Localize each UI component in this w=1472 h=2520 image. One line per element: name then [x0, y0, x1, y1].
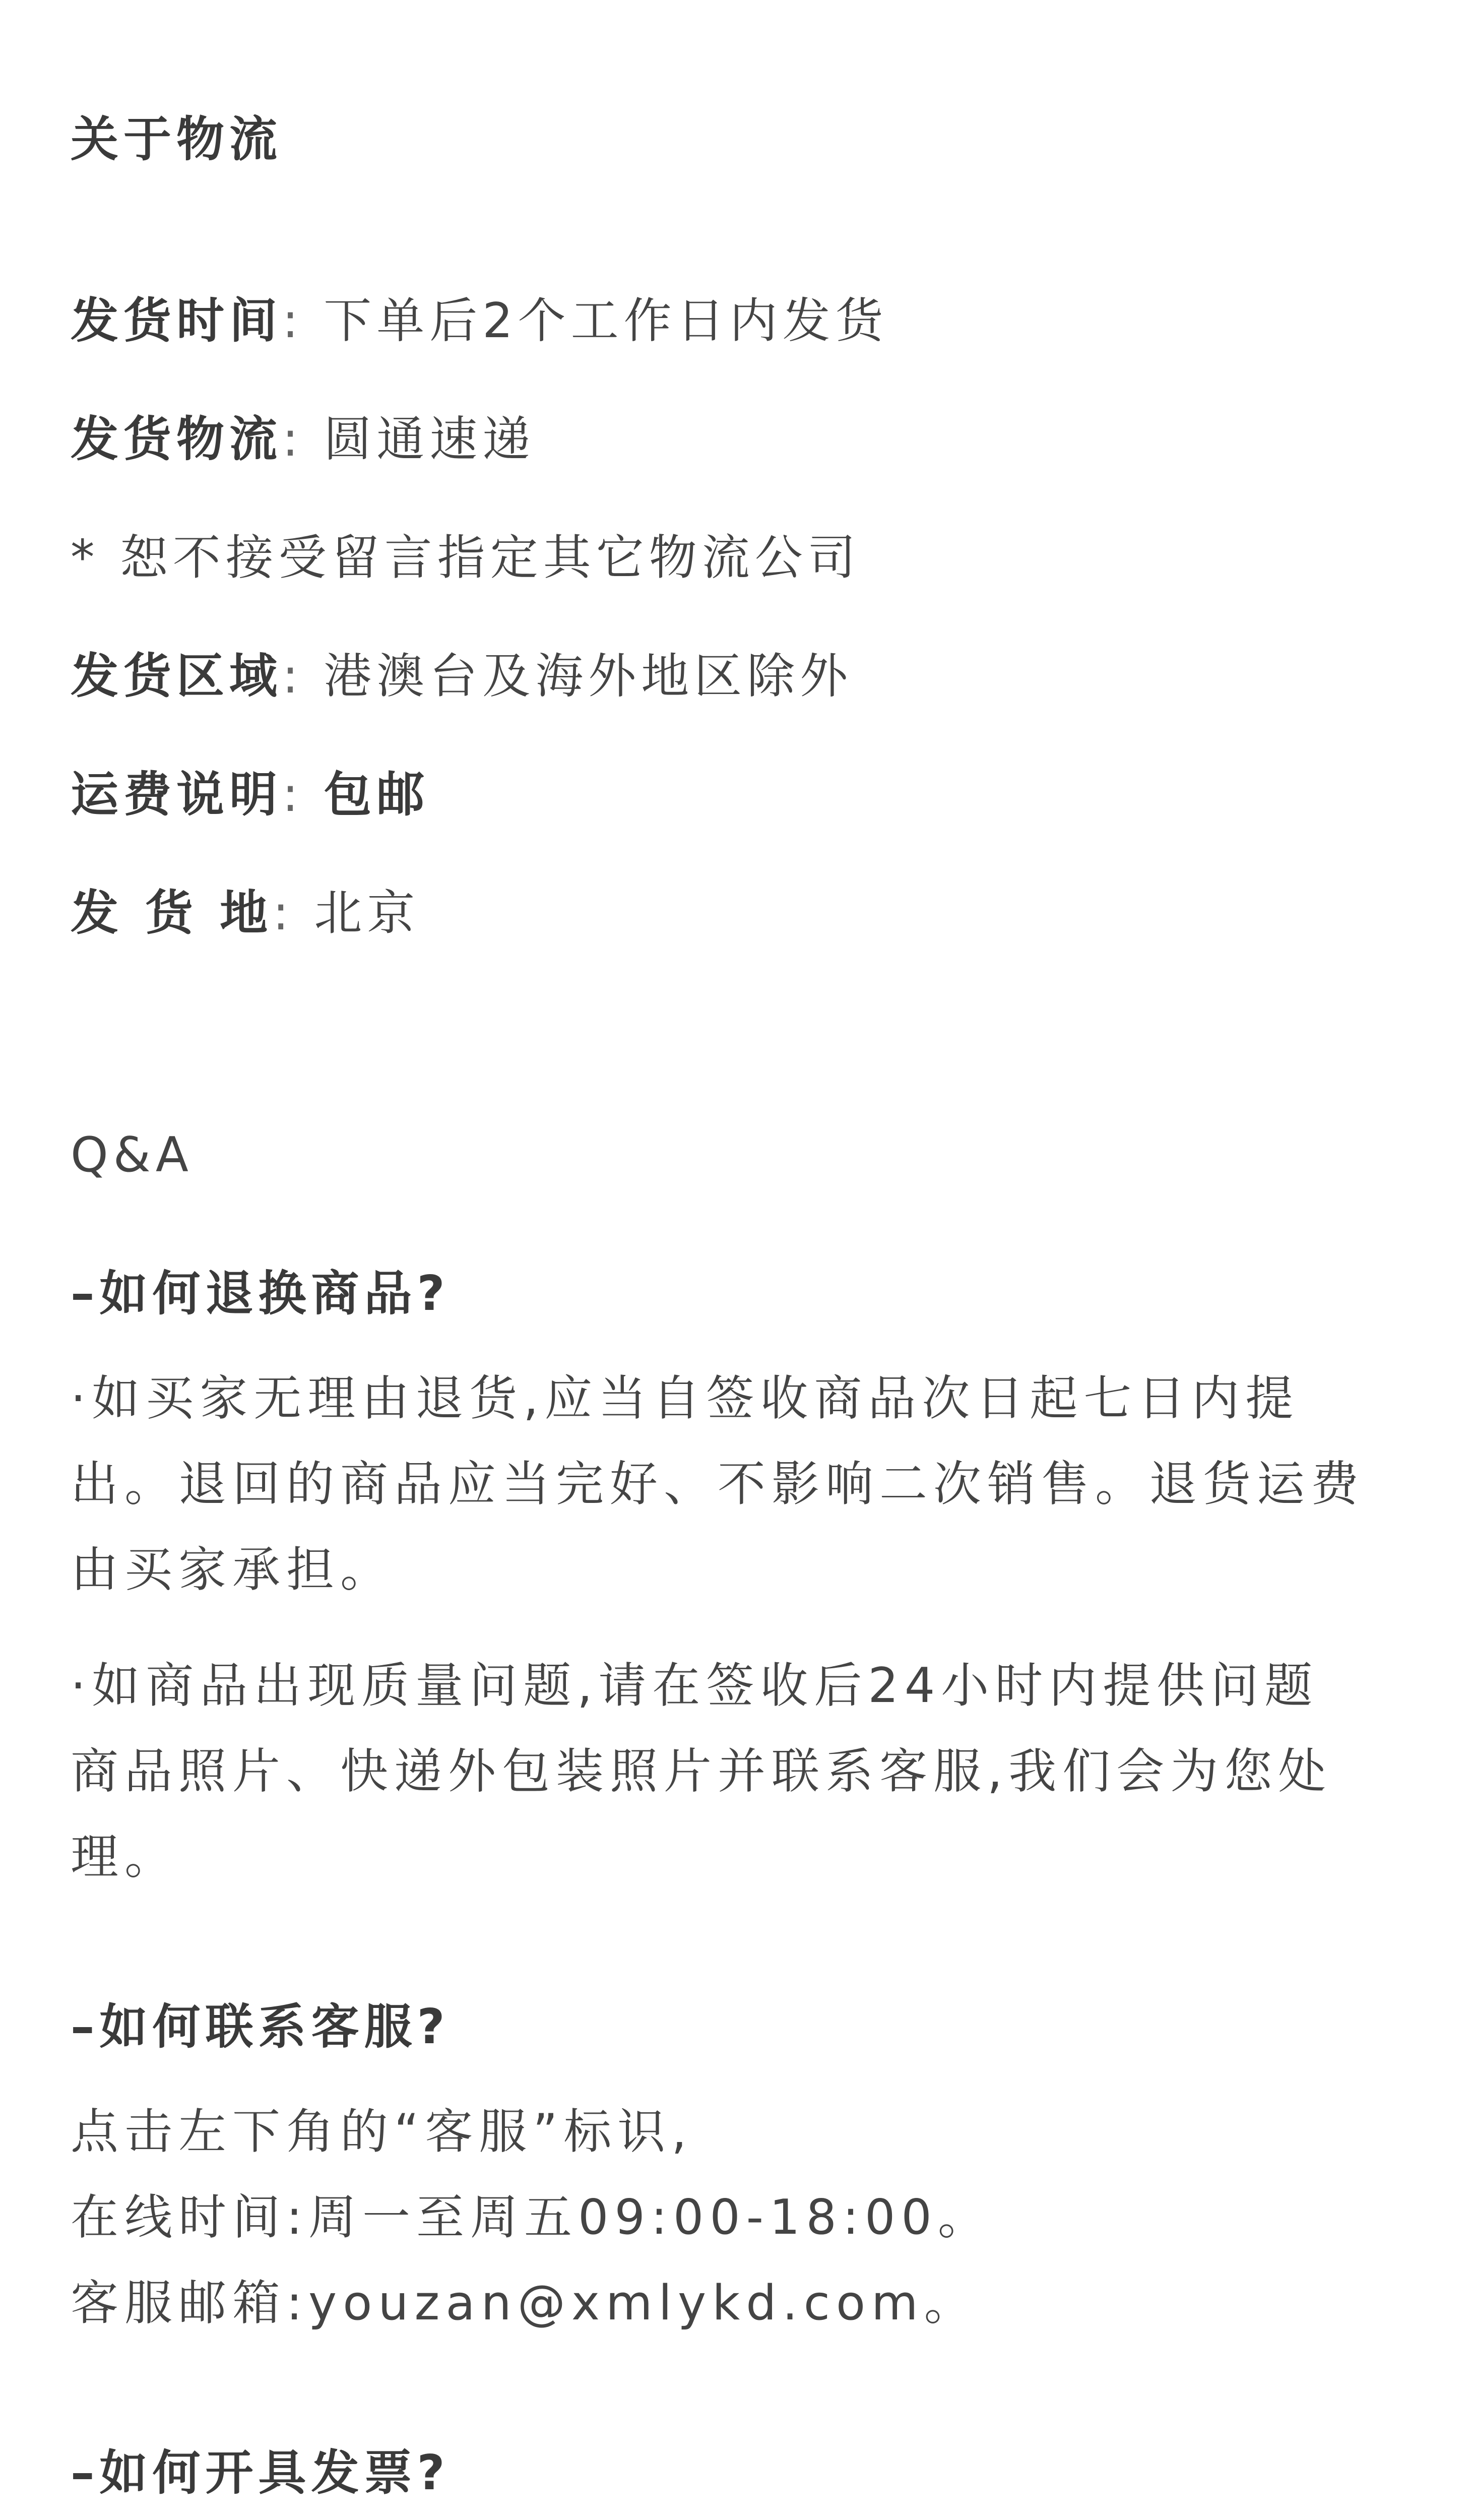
origin-separator: : [273, 886, 294, 941]
ship-time-label: 发货时间 [71, 293, 283, 349]
ship-time-separator: : [282, 293, 304, 349]
shipping-fee-value: 包邮 [324, 767, 430, 823]
ship-time-value: 下单后2个工作日内发货 [324, 293, 888, 349]
contact-answer-line: 点击左下角的“客服”标识, [71, 2104, 693, 2160]
invoice-question: –如何开具发票? [71, 2445, 450, 2501]
return-answer-2-line: 商品照片、快递外包装照片并联系客服,我们会为您处 [71, 1744, 1332, 1799]
return-answer-1-line: 由买家承担。 [71, 1542, 395, 1598]
carrier-note: * 恕不接受留言指定其它物流公司 [71, 530, 861, 586]
carrier-label: 发货物流 [71, 412, 283, 467]
region-value: 港澳台及海外地区除外 [324, 649, 853, 704]
origin-label: 发 货 地 [71, 886, 273, 941]
qa-title: Q&A [71, 1127, 194, 1183]
carrier-row [71, 412, 536, 467]
return-answer-2 [71, 1643, 1401, 1900]
contact-answer-line: 在线时间:周一至周五09:00-18:00。 [71, 2190, 992, 2245]
ship-time-row [71, 293, 888, 349]
origin-row [71, 886, 420, 941]
logistics-title: 关于物流 [71, 112, 283, 167]
shipping-fee-label: 运费说明 [71, 767, 283, 823]
region-label: 发货区域 [71, 649, 283, 704]
carrier-separator: : [282, 412, 304, 467]
return-question: –如何退换商品? [71, 1266, 450, 1321]
return-answer-1 [71, 1356, 1401, 1613]
shipping-fee-row [71, 767, 430, 823]
carrier-value: 圆通速递 [324, 412, 536, 467]
region-row [71, 649, 853, 704]
contact-answer-line: 客服邮箱:youzan@xmlykd.com。 [71, 2276, 978, 2331]
shipping-fee-separator: : [282, 767, 304, 823]
origin-value: 北京 [314, 886, 420, 941]
return-answer-1-line: 出。退回的商品应当完好、不影响二次销售。退货运费 [71, 1457, 1365, 1512]
return-answer-2-line: ·如商品出现质量问题,请在签收后24小时内提供问题 [71, 1658, 1319, 1714]
return-answer-1-line: ·如买家无理由退货,应当自签收商品次日起七日内提 [71, 1371, 1300, 1426]
return-answer-2-line: 理。 [71, 1830, 179, 1885]
contact-question: –如何联系客服? [71, 1999, 450, 2055]
region-separator: : [282, 649, 304, 704]
contact-answer [71, 2089, 1401, 2346]
